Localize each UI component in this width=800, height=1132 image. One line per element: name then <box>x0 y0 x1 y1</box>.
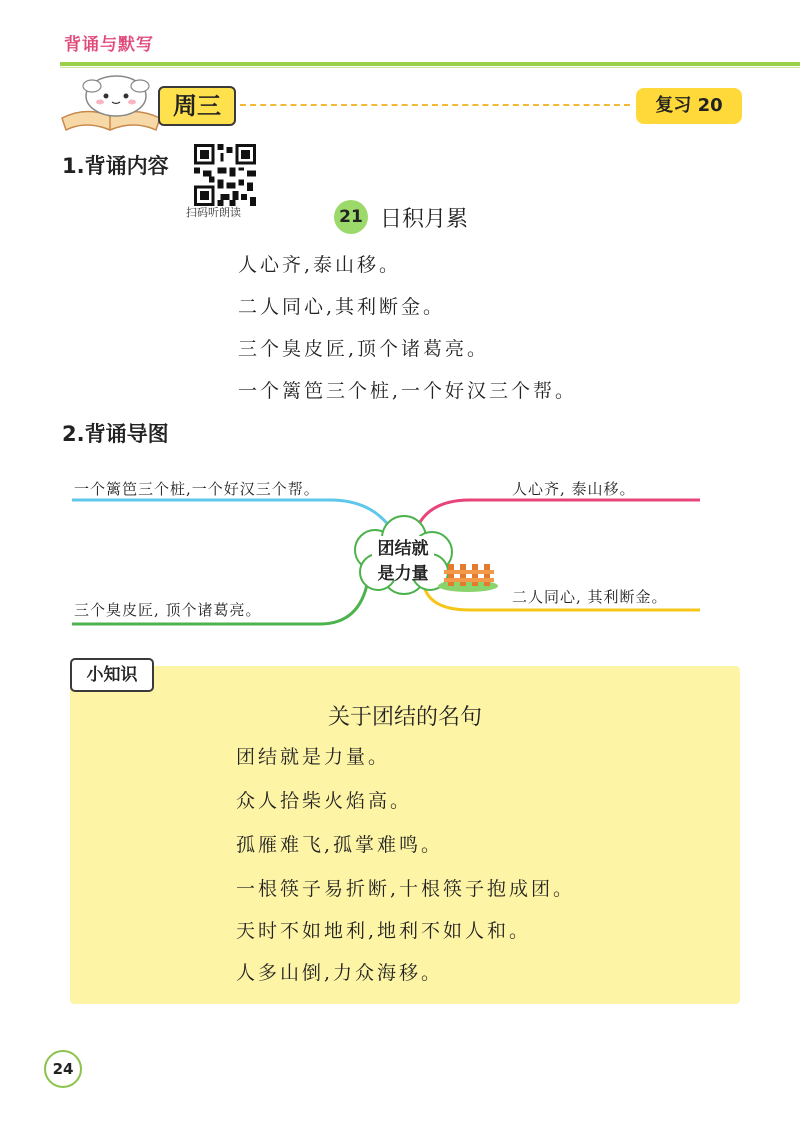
recite-line: 三个臭皮匠,顶个诸葛亮。 <box>238 338 490 360</box>
dashed-divider <box>240 104 630 106</box>
tip-line: 众人拾柴火焰高。 <box>236 790 413 812</box>
branch-text-top-right: 人心齐, 泰山移。 <box>512 480 636 498</box>
recite-line: 二人同心,其利断金。 <box>238 296 446 318</box>
branch-text-top-left: 一个篱笆三个桩,一个好汉三个帮。 <box>74 480 320 498</box>
recite-line: 人心齐,泰山移。 <box>238 254 402 276</box>
mascot-book-icon <box>56 70 166 134</box>
branch-text-bottom-right: 二人同心, 其利断金。 <box>512 588 668 606</box>
page-number: 24 <box>44 1050 82 1088</box>
qr-caption: 扫码听朗读 <box>186 206 241 219</box>
section-title-mindmap: 2.背诵导图 <box>62 422 169 446</box>
tip-line: 天时不如地利,地利不如人和。 <box>236 920 532 942</box>
center-line: 是力量 <box>377 564 429 584</box>
day-badge: 周三 <box>158 86 236 126</box>
tip-line: 一根筷子易折断,十根筷子抱成团。 <box>236 878 576 900</box>
tip-line: 孤雁难飞,孤掌难鸣。 <box>236 834 444 856</box>
branch-line-top-right <box>416 500 700 530</box>
header-title: 背诵与默写 <box>64 35 154 55</box>
recite-line: 一个篱笆三个桩,一个好汉三个帮。 <box>238 380 578 402</box>
lesson-title: 日积月累 <box>380 207 469 232</box>
mind-map-center <box>368 537 438 587</box>
qr-code-icon[interactable] <box>194 144 256 206</box>
center-line: 团结就 <box>377 539 429 559</box>
review-badge: 复习 20 <box>636 88 742 124</box>
header-divider <box>60 62 800 66</box>
branch-text-bottom-left: 三个臭皮匠, 顶个诸葛亮。 <box>74 601 262 619</box>
tip-line: 团结就是力量。 <box>236 746 391 768</box>
tip-label: 小知识 <box>70 658 154 692</box>
tip-title: 关于团结的名句 <box>327 705 482 730</box>
tip-line: 人多山倒,力众海移。 <box>236 962 444 984</box>
branch-line-top-left <box>72 500 392 530</box>
lesson-number: 21 <box>334 200 368 234</box>
section-title-recite: 1.背诵内容 <box>62 154 169 178</box>
header-divider-thin <box>60 67 800 68</box>
